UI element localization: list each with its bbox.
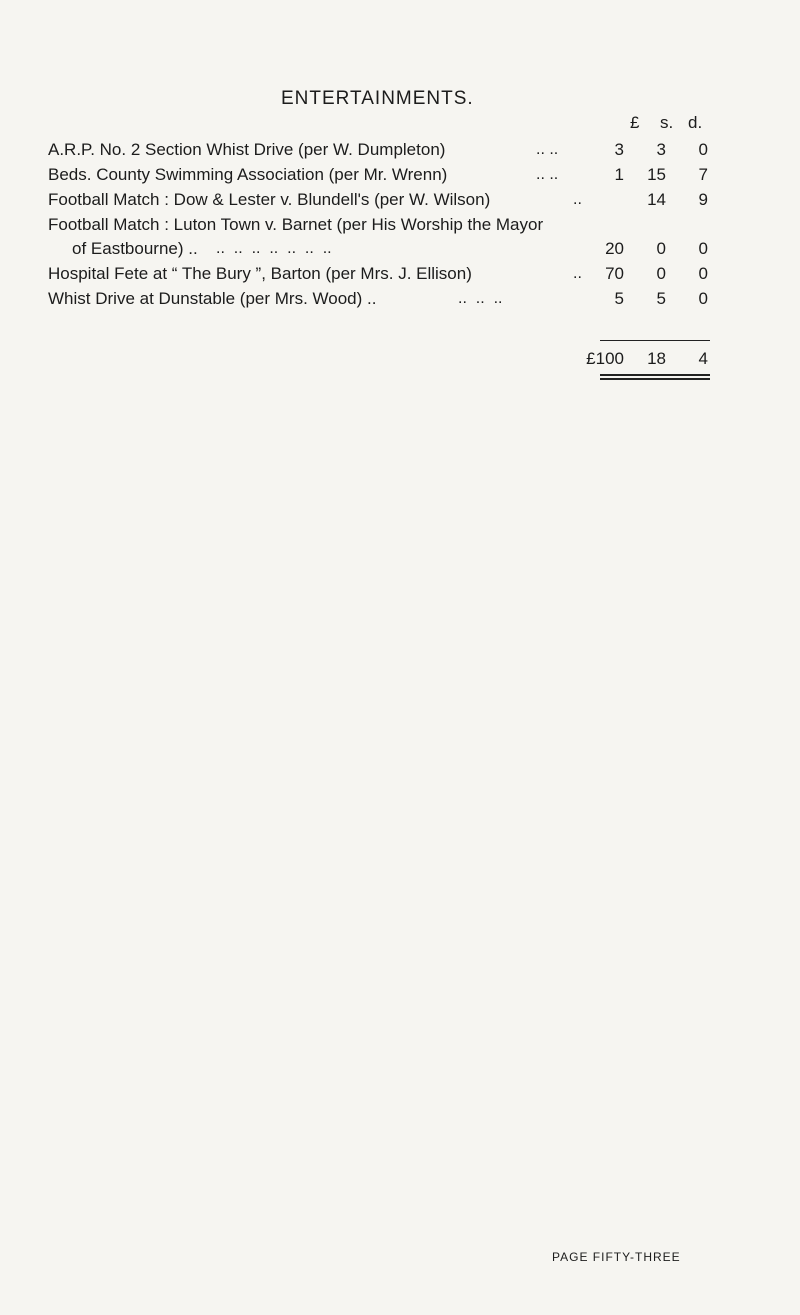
amount-pence: 7: [698, 165, 708, 184]
total-rule: [600, 340, 710, 341]
amount-pence: 9: [698, 190, 708, 209]
amount-pounds: 70: [605, 264, 624, 283]
amount-shillings: 15: [647, 165, 666, 184]
page-footer: PAGE FIFTY-THREE: [552, 1250, 681, 1264]
entry-description: A.R.P. No. 2 Section Whist Drive (per W. Dumpleton): [48, 140, 446, 159]
leader-dots: .. .. ..: [458, 290, 503, 307]
pence-header: d.: [688, 113, 703, 132]
amount-pounds: 5: [614, 289, 624, 308]
double-rule: [600, 374, 710, 376]
total-shillings: 18: [647, 349, 666, 368]
entry-description: Whist Drive at Dunstable (per Mrs. Wood) ..: [48, 289, 377, 308]
amount-shillings: 3: [656, 140, 666, 159]
leader-dots: .. .. .. .. .. .. ..: [216, 240, 332, 257]
amount-pence: 0: [698, 264, 708, 283]
pounds-header: £: [630, 113, 640, 132]
amount-pence: 0: [698, 140, 708, 159]
amount-pounds: 1: [614, 165, 624, 184]
entry-description: Football Match : Luton Town v. Barnet (per His Worship the Mayor: [48, 215, 544, 234]
entry-description: Hospital Fete at “ The Bury ”, Barton (per Mrs. J. Ellison): [48, 264, 472, 283]
total-row: [48, 347, 708, 462]
total-pounds: £100: [586, 349, 624, 368]
leader-dots: .. ..: [536, 166, 559, 183]
leader-dots: ..: [573, 265, 582, 282]
amount-pence: 0: [698, 239, 708, 258]
amount-shillings: 5: [656, 289, 666, 308]
entry-description: of Eastbourne) ..: [72, 239, 198, 258]
amount-shillings: 14: [647, 190, 666, 209]
entry-description: Beds. County Swimming Association (per Mr. Wrenn): [48, 165, 448, 184]
total-pence: 4: [698, 349, 708, 368]
amount-pounds: 3: [614, 140, 624, 159]
amount-pounds: 20: [605, 239, 624, 258]
shillings-header: s.: [660, 113, 674, 132]
amount-shillings: 0: [656, 239, 666, 258]
double-rule: [600, 378, 710, 380]
page-title: ENTERTAINMENTS.: [281, 88, 474, 109]
amount-shillings: 0: [656, 264, 666, 283]
leader-dots: ..: [573, 191, 582, 208]
entry-description: Football Match : Dow & Lester v. Blundell's (per W. Wilson): [48, 190, 491, 209]
amount-pence: 0: [698, 289, 708, 308]
leader-dots: .. ..: [536, 141, 559, 158]
